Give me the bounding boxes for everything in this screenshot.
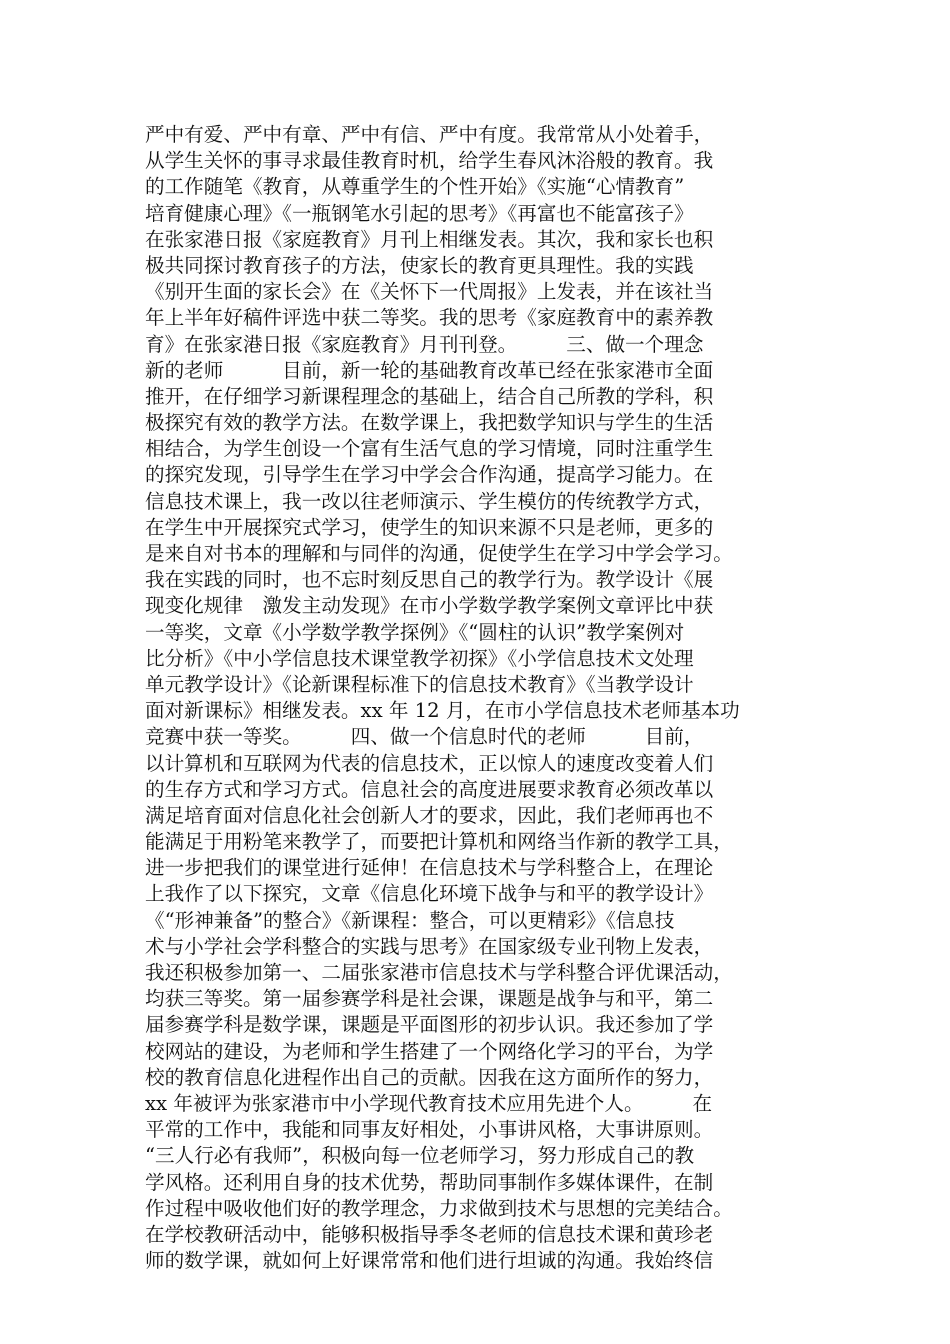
text-line: 面对新课标》相继发表。xx 年 12 月，在市小学信息技术老师基本功 bbox=[145, 699, 740, 723]
text-line: 在学校教研活动中，能够积极指导季冬老师的信息技术课和黄珍老 bbox=[145, 1222, 714, 1246]
text-line: 在张家港日报《家庭教育》月刊上相继发表。其次，我和家长也积 bbox=[145, 227, 714, 251]
text-line: 培育健康心理》《一瓶钢笔水引起的思考》《再富也不能富孩子》 bbox=[145, 201, 694, 225]
text-line: 满足培育面对信息化社会创新人才的要求，因此，我们老师再也不 bbox=[145, 803, 714, 827]
text-line: 我还积极参加第一、二届张家港市信息技术与学科整合评优课活动， bbox=[145, 961, 733, 984]
text-line: xx 年被评为张家港市中小学现代教育技术应用先进个人。 在 bbox=[145, 1091, 713, 1115]
text-line: 《“形神兼备”的整合》《新课程：整合，可以更精彩》《信息技 bbox=[145, 908, 675, 932]
text-line: 新的老师 目前，新一轮的基础教育改革已经在张家港市全面 bbox=[145, 358, 714, 382]
text-line: 单元教学设计》《论新课程标准下的信息技术教育》《当教学设计 bbox=[145, 672, 694, 696]
text-line: 以计算机和互联网为代表的信息技术，正以惊人的速度改变着人们 bbox=[145, 751, 714, 775]
text-line: 推开，在仔细学习新课程理念的基础上，结合自己所教的学科，积 bbox=[145, 384, 714, 408]
text-line: 是来自对书本的理解和与同伴的沟通，促使学生在学习中学会学习。 bbox=[145, 542, 733, 565]
text-line: 极共同探讨教育孩子的方法，使家长的教育更具理性。我的实践 bbox=[145, 253, 694, 277]
text-line: 平常的工作中，我能和同事友好相处，小事讲风格，大事讲原则。 bbox=[145, 1118, 714, 1142]
text-line: 竞赛中获一等奖。 四、做一个信息时代的老师 目前， bbox=[145, 725, 704, 749]
text-line: “三人行必有我师”，积极向每一位老师学习，努力形成自己的教 bbox=[145, 1144, 695, 1168]
text-line: 术与小学社会学科整合的实践与思考》在国家级专业刊物上发表， bbox=[145, 934, 714, 958]
text-line: 相结合，为学生创设一个富有生活气息的学习情境，同时注重学生 bbox=[145, 437, 714, 461]
text-line: 校网站的建设，为老师和学生搭建了一个网络化学习的平台，为学 bbox=[145, 1039, 714, 1063]
text-line: 信息技术课上，我一改以往老师演示、学生模仿的传统教学方式， bbox=[145, 489, 714, 513]
text-line: 现变化规律 激发主动发现》在市小学数学教学案例文章评比中获 bbox=[145, 594, 714, 618]
text-line: 极探究有效的教学方法。在数学课上，我把数学知识与学生的生活 bbox=[145, 411, 714, 435]
text-line: 作过程中吸收他们好的教学理念，力求做到技术与思想的完美结合。 bbox=[145, 1196, 733, 1220]
text-line: 学风格。还利用自身的技术优势，帮助同事制作多媒体课件，在制 bbox=[145, 1170, 714, 1194]
text-line: 从学生关怀的事寻求最佳教育时机，给学生春风沐浴般的教育。我 bbox=[145, 149, 714, 173]
text-line: 进一步把我们的课堂进行延伸！在信息技术与学科整合上，在理论 bbox=[145, 856, 714, 880]
text-line: 《别开生面的家长会》在《关怀下一代周报》上发表，并在该社当 bbox=[145, 280, 714, 304]
text-line: 的生存方式和学习方式。信息社会的高度进展要求教育必须改革以 bbox=[145, 777, 714, 801]
text-line: 届参赛学科是数学课，课题是平面图形的初步认识。我还参加了学 bbox=[145, 1013, 714, 1037]
text-line: 年上半年好稿件评选中获二等奖。我的思考《家庭教育中的素养教 bbox=[145, 306, 714, 330]
text-line: 一等奖，文章《小学数学教学探例》《“圆柱的认识”教学案例对 bbox=[145, 620, 685, 644]
text-line: 校的教育信息化进程作出自己的贡献。因我在这方面所作的努力， bbox=[145, 1065, 714, 1089]
text-line: 比分析》《中小学信息技术课堂教学初探》《小学信息技术文处理 bbox=[145, 646, 694, 670]
text-line: 的探究发现，引导学生在学习中学会合作沟通，提高学习能力。在 bbox=[145, 463, 714, 487]
text-line: 均获三等奖。第一届参赛学科是社会课，课题是战争与和平，第二 bbox=[145, 987, 714, 1011]
body-text bbox=[145, 122, 811, 1274]
text-line: 在学生中开展探究式学习，使学生的知识来源不只是老师，更多的 bbox=[145, 515, 714, 539]
text-line: 师的数学课，就如何上好课常常和他们进行坦诚的沟通。我始终信 bbox=[145, 1249, 714, 1273]
text-line: 育》在张家港日报《家庭教育》月刊刊登。 三、做一个理念 bbox=[145, 332, 704, 356]
text-line: 我在实践的同时，也不忘时刻反思自己的教学行为。教学设计《展 bbox=[145, 568, 714, 592]
text-line: 严中有爱、严中有章、严中有信、严中有度。我常常从小处着手， bbox=[145, 123, 714, 146]
text-line: 能满足于用粉笔来教学了，而要把计算机和网络当作新的教学工具， bbox=[145, 830, 733, 854]
text-line: 上我作了以下探究，文章《信息化环境下战争与和平的教学设计》 bbox=[145, 882, 714, 906]
text-line: 的工作随笔《教育，从尊重学生的个性开始》《实施“心情教育” bbox=[145, 175, 685, 199]
